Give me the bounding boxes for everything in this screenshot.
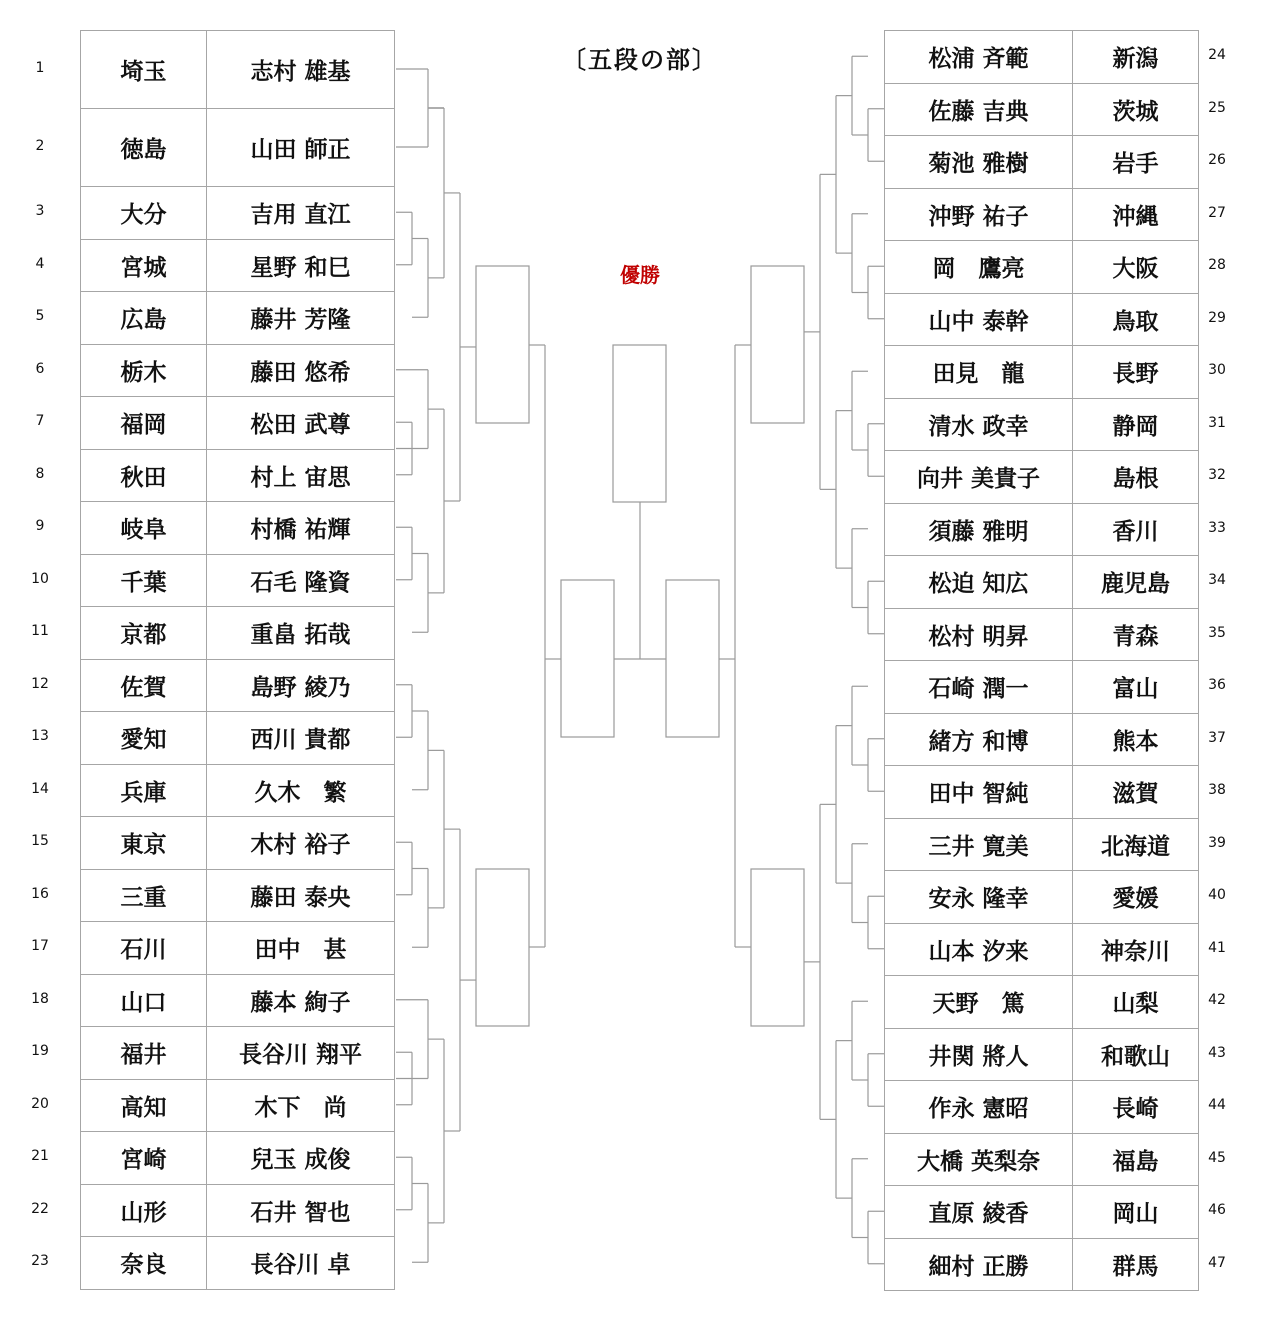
entry-row [80,554,394,607]
prefecture-cell: 愛知 [80,711,207,765]
seed-number: 39 [1208,834,1226,851]
entry-row [80,30,394,108]
player-name-cell: 石井 智也 [206,1184,395,1238]
entry-row [80,1079,394,1132]
seed-number: 44 [1208,1097,1226,1114]
entry-row [80,764,394,817]
entry-row [884,240,1198,293]
seed-number: 25 [1208,99,1226,116]
semifinal-box [751,869,804,1026]
prefecture-cell: 埼玉 [80,30,207,109]
player-name-cell: 三井 寛美 [884,818,1073,872]
seed-number: 40 [1208,887,1226,904]
player-name-cell: 直原 綾香 [884,1185,1073,1239]
player-name-cell: 重畠 拓哉 [206,606,395,660]
champion-label: 優勝 [620,263,660,287]
entry-row [884,345,1198,398]
seed-number: 31 [1208,414,1226,431]
player-name-cell: 作永 憲昭 [884,1080,1073,1134]
entry-row [884,83,1198,136]
player-name-cell: 村上 宙思 [206,449,395,503]
prefecture-cell: 宮崎 [80,1131,207,1185]
seed-number: 16 [31,885,49,902]
entry-row [884,608,1198,661]
player-name-cell: 田中 智純 [884,765,1073,819]
seed-number: 4 [35,255,45,272]
prefecture-cell: 山口 [80,974,207,1028]
seed-number: 18 [31,990,49,1007]
seed-number: 21 [31,1148,49,1165]
player-name-cell: 藤本 絢子 [206,974,395,1028]
player-name-cell: 兒玉 成俊 [206,1131,395,1185]
seed-number: 38 [1208,782,1226,799]
player-name-cell: 緒方 和博 [884,713,1073,767]
seed-number: 37 [1208,729,1226,746]
prefecture-cell: 熊本 [1072,713,1199,767]
seed-number: 11 [31,623,49,640]
entry-row [80,239,394,292]
prefecture-cell: 静岡 [1072,398,1199,452]
entry-row [80,921,394,974]
prefecture-cell: 栃木 [80,344,207,398]
entry-row [884,818,1198,871]
seed-number: 6 [35,360,45,377]
prefecture-cell: 秋田 [80,449,207,503]
prefecture-cell: 兵庫 [80,764,207,818]
player-name-cell: 志村 雄基 [206,30,395,109]
seed-number: 13 [31,728,49,745]
player-name-cell: 村橋 祐輝 [206,501,395,555]
prefecture-cell: 徳島 [80,108,207,187]
entry-row [80,659,394,712]
seed-number: 2 [35,138,45,154]
player-name-cell: 松迫 知広 [884,555,1073,609]
entry-row [884,870,1198,923]
player-name-cell: 菊池 雅樹 [884,135,1073,189]
prefecture-cell: 佐賀 [80,659,207,713]
prefecture-cell: 長崎 [1072,1080,1199,1134]
final-box [561,580,614,737]
player-name-cell: 長谷川 翔平 [206,1026,395,1080]
prefecture-cell: 岩手 [1072,135,1199,189]
player-name-cell: 石毛 隆資 [206,554,395,608]
entry-row [884,713,1198,766]
seed-number: 8 [35,465,45,482]
entry-row [80,501,394,554]
entry-row [80,816,394,869]
entry-row [80,1236,394,1289]
seed-number: 43 [1208,1044,1226,1061]
prefecture-cell: 鹿児島 [1072,555,1199,609]
prefecture-cell: 山形 [80,1184,207,1238]
entry-row [80,606,394,659]
prefecture-cell: 岡山 [1072,1185,1199,1239]
seed-number: 33 [1208,519,1226,536]
player-name-cell: 田見 龍 [884,345,1073,399]
seed-number: 28 [1208,257,1226,274]
prefecture-cell: 北海道 [1072,818,1199,872]
prefecture-cell: 青森 [1072,608,1199,662]
prefecture-cell: 島根 [1072,450,1199,504]
semifinal-box [476,869,529,1026]
entry-row [884,975,1198,1028]
player-name-cell: 岡 鷹亮 [884,240,1073,294]
player-name-cell: 山中 泰幹 [884,293,1073,347]
player-name-cell: 田中 甚 [206,921,395,975]
player-name-cell: 細村 正勝 [884,1238,1073,1292]
prefecture-cell: 石川 [80,921,207,975]
seed-number: 7 [35,413,45,430]
player-name-cell: 須藤 雅明 [884,503,1073,557]
semifinal-box [476,266,529,423]
prefecture-cell: 福井 [80,1026,207,1080]
entry-row [884,555,1198,608]
player-name-cell: 松村 明昇 [884,608,1073,662]
seed-number: 9 [35,518,45,535]
entry-row [884,660,1198,713]
prefecture-cell: 山梨 [1072,975,1199,1029]
entry-row [884,293,1198,346]
entry-row [884,1133,1198,1186]
player-name-cell: 天野 篤 [884,975,1073,1029]
entry-row [80,344,394,397]
prefecture-cell: 滋賀 [1072,765,1199,819]
entry-row [80,108,394,186]
entry-row [884,1080,1198,1133]
seed-number: 32 [1208,467,1226,484]
seed-number: 23 [31,1253,49,1270]
entry-row [80,396,394,449]
seed-number: 29 [1208,309,1226,326]
seed-number: 46 [1208,1202,1226,1219]
seed-number: 27 [1208,204,1226,221]
seed-number: 47 [1208,1254,1226,1271]
player-name-cell: 山本 汐来 [884,923,1073,977]
prefecture-cell: 沖縄 [1072,188,1199,242]
prefecture-cell: 奈良 [80,1236,207,1290]
prefecture-cell: 愛媛 [1072,870,1199,924]
player-name-cell: 木下 尚 [206,1079,395,1133]
seed-number: 10 [31,570,49,587]
player-name-cell: 久木 繁 [206,764,395,818]
entry-row [884,135,1198,188]
prefecture-cell: 群馬 [1072,1238,1199,1292]
prefecture-cell: 千葉 [80,554,207,608]
seed-number: 41 [1208,939,1226,956]
player-name-cell: 藤井 芳隆 [206,291,395,345]
player-name-cell: 木村 裕子 [206,816,395,870]
prefecture-cell: 大分 [80,186,207,240]
player-name-cell: 佐藤 吉典 [884,83,1073,137]
seed-number: 42 [1208,992,1226,1009]
prefecture-cell: 新潟 [1072,30,1199,84]
final-box [666,580,719,737]
player-name-cell: 山田 師正 [206,108,395,187]
entry-row [884,765,1198,818]
prefecture-cell: 東京 [80,816,207,870]
player-name-cell: 松田 武尊 [206,396,395,450]
player-name-cell: 井関 將人 [884,1028,1073,1082]
player-name-cell: 星野 和巳 [206,239,395,293]
prefecture-cell: 神奈川 [1072,923,1199,977]
prefecture-cell: 福岡 [80,396,207,450]
player-name-cell: 藤田 泰央 [206,869,395,923]
seed-number: 17 [31,938,49,955]
prefecture-cell: 鳥取 [1072,293,1199,347]
seed-number: 19 [31,1043,49,1060]
prefecture-cell: 京都 [80,606,207,660]
entry-row [884,1185,1198,1238]
player-name-cell: 清水 政幸 [884,398,1073,452]
prefecture-cell: 和歌山 [1072,1028,1199,1082]
player-name-cell: 大橋 英梨奈 [884,1133,1073,1187]
seed-number: 14 [31,780,49,797]
entry-row [80,186,394,239]
seed-number: 5 [35,308,45,325]
semifinal-box [751,266,804,423]
seed-number: 1 [35,60,45,76]
prefecture-cell: 長野 [1072,345,1199,399]
prefecture-cell: 広島 [80,291,207,345]
prefecture-cell: 三重 [80,869,207,923]
seed-number: 12 [31,675,49,692]
prefecture-cell: 茨城 [1072,83,1199,137]
entry-row [80,291,394,344]
seed-number: 36 [1208,677,1226,694]
prefecture-cell: 大阪 [1072,240,1199,294]
seed-number: 35 [1208,624,1226,641]
entry-row [884,503,1198,556]
entry-row [80,974,394,1027]
entry-row [884,398,1198,451]
entry-row [80,449,394,502]
seed-number: 45 [1208,1149,1226,1166]
entry-row [80,1131,394,1184]
entry-row [80,1184,394,1237]
entry-row [884,923,1198,976]
prefecture-cell: 宮城 [80,239,207,293]
entry-row [80,869,394,922]
entry-row [884,1028,1198,1081]
entry-row [884,1238,1198,1291]
player-name-cell: 西川 貴都 [206,711,395,765]
seed-number: 26 [1208,152,1226,169]
seed-number: 20 [31,1095,49,1112]
prefecture-cell: 福島 [1072,1133,1199,1187]
player-name-cell: 安永 隆幸 [884,870,1073,924]
prefecture-cell: 高知 [80,1079,207,1133]
player-name-cell: 長谷川 卓 [206,1236,395,1290]
page-title: 〔五段の部〕 [562,46,718,74]
entry-row [884,188,1198,241]
seed-number: 3 [35,203,45,220]
seed-number: 15 [31,833,49,850]
entry-row [884,450,1198,503]
player-name-cell: 吉用 直江 [206,186,395,240]
champion-box [613,345,666,502]
player-name-cell: 石崎 潤一 [884,660,1073,714]
player-name-cell: 藤田 悠希 [206,344,395,398]
entry-row [80,1026,394,1079]
player-name-cell: 島野 綾乃 [206,659,395,713]
player-name-cell: 松浦 斉範 [884,30,1073,84]
entry-row [80,711,394,764]
seed-number: 24 [1208,47,1226,64]
seed-number: 34 [1208,572,1226,589]
prefecture-cell: 岐阜 [80,501,207,555]
entry-row [884,30,1198,83]
seed-number: 30 [1208,362,1226,379]
prefecture-cell: 香川 [1072,503,1199,557]
prefecture-cell: 富山 [1072,660,1199,714]
player-name-cell: 沖野 祐子 [884,188,1073,242]
player-name-cell: 向井 美貴子 [884,450,1073,504]
seed-number: 22 [31,1200,49,1217]
